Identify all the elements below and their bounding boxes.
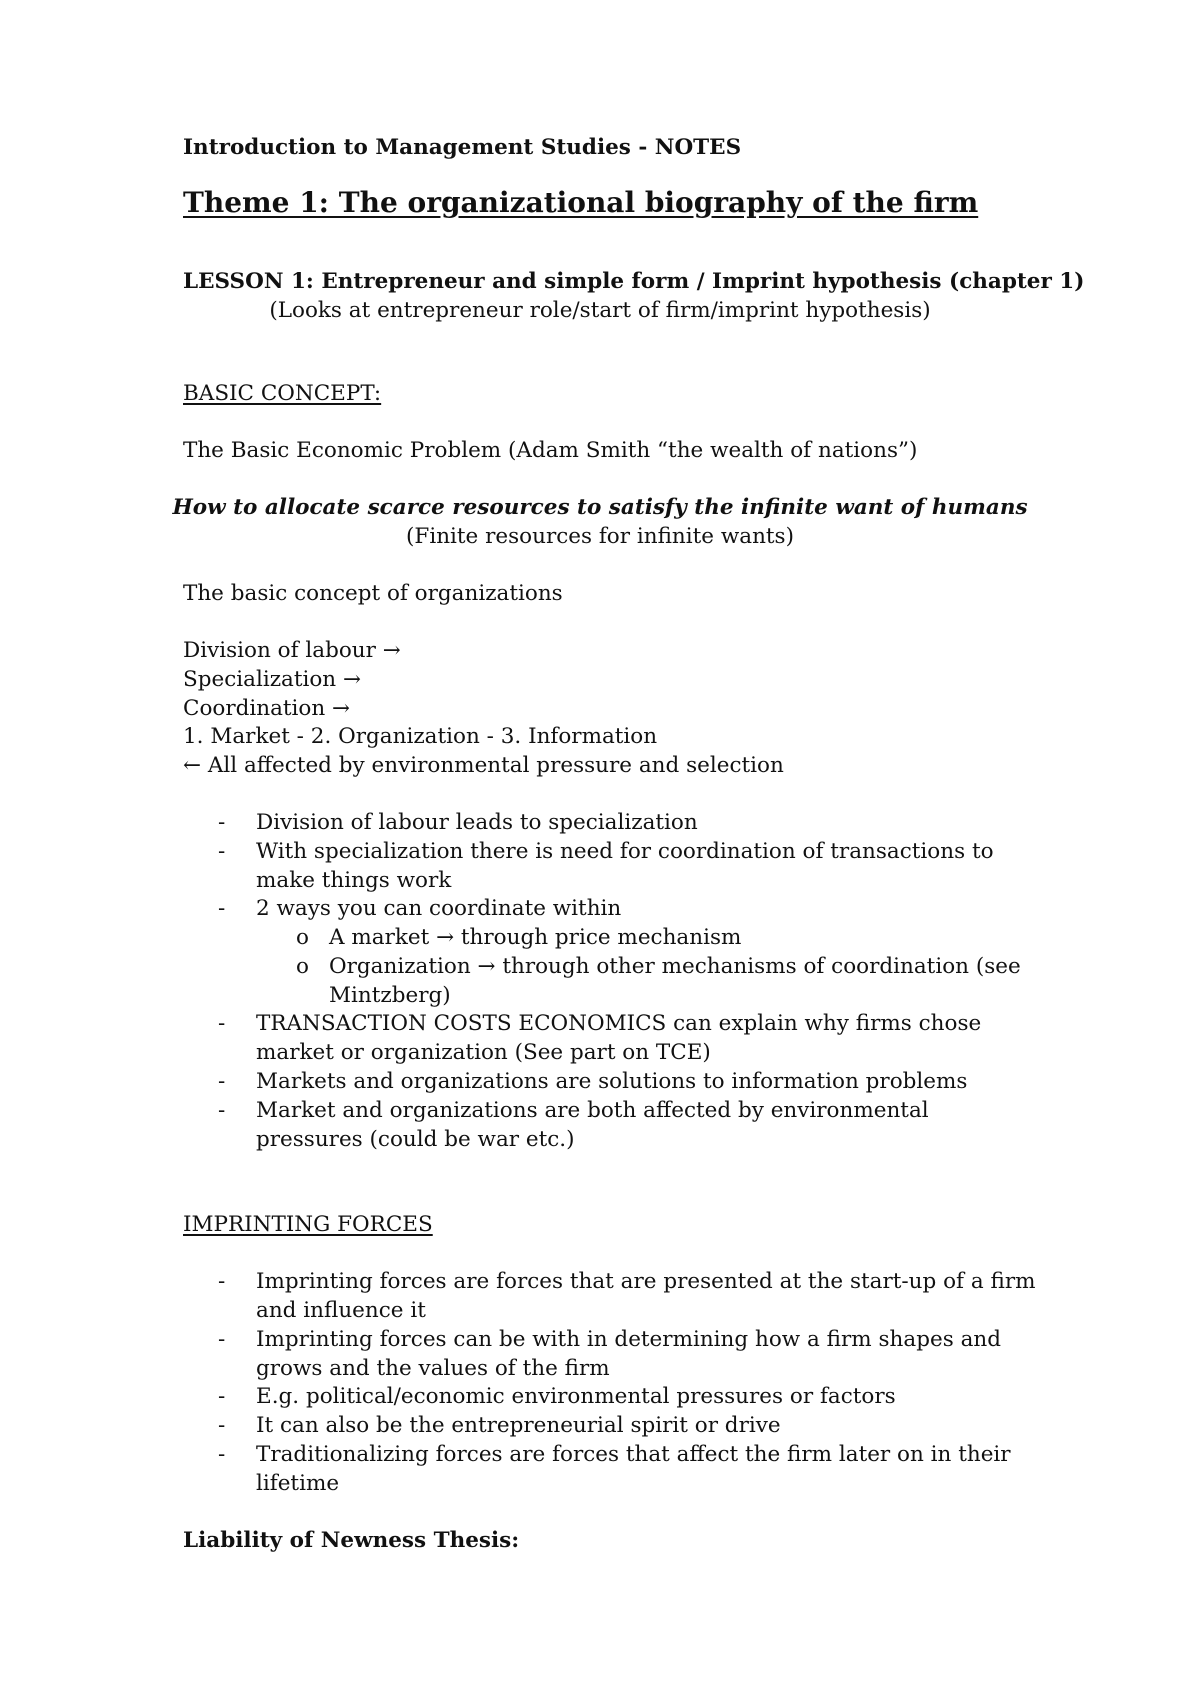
liability-heading: Liability of Newness Thesis:	[183, 1528, 520, 1553]
list-item: Traditionalizing forces are forces that affect the firm later on in their lifetime	[256, 1442, 1011, 1496]
dash-bullet: -	[218, 1384, 226, 1409]
dash-bullet: -	[218, 1327, 226, 1352]
dash-bullet: -	[218, 1413, 226, 1438]
basic-concept-heading: BASIC CONCEPT:	[183, 381, 382, 406]
key-question: How to allocate scarce resources to satisfy the infinite want of humans	[172, 495, 1028, 520]
sub-list-item: A market → through price mechanism	[329, 925, 742, 950]
theme-title: Theme 1: The organizational biography of the firm	[183, 186, 979, 219]
list-item: With specialization there is need for coordination of transactions to make things work	[256, 839, 994, 893]
list-item: Market and organizations are both affected by environmental pressures (could be war etc.)	[256, 1098, 929, 1152]
dash-bullet: -	[218, 1098, 226, 1123]
dash-bullet: -	[218, 839, 226, 864]
orgs-intro: The basic concept of organizations	[183, 581, 563, 606]
course-title: Introduction to Management Studies - NOTES	[183, 135, 742, 160]
key-note: (Finite resources for infinite wants)	[406, 524, 794, 549]
list-item: 2 ways you can coordinate within	[256, 896, 622, 921]
dash-bullet: -	[218, 1442, 226, 1467]
economic-problem: The Basic Economic Problem (Adam Smith “the wealth of nations”)	[183, 438, 918, 463]
list-item: Imprinting forces are forces that are presented at the start-up of a firm and influence it	[256, 1269, 1036, 1323]
lesson-title: LESSON 1: Entrepreneur and simple form / Imprint hypothesis (chapter 1)	[183, 269, 1085, 294]
chain-line: Specialization →	[183, 667, 362, 692]
list-item: E.g. political/economic environmental pressures or factors	[256, 1384, 896, 1409]
lesson-subtitle: (Looks at entrepreneur role/start of firm/imprint hypothesis)	[269, 298, 931, 323]
list-item: TRANSACTION COSTS ECONOMICS can explain why firms chose market or organization (See part on TCE)	[256, 1011, 982, 1065]
chain-line: 1. Market - 2. Organization - 3. Information	[183, 724, 658, 749]
list-item: Imprinting forces can be with in determining how a firm shapes and grows and the values of the firm	[256, 1327, 1001, 1381]
chain-line: ← All affected by environmental pressure and selection	[183, 753, 784, 778]
dash-bullet: -	[218, 1011, 226, 1036]
circle-bullet: o	[296, 925, 309, 950]
sub-list-item: Organization → through other mechanisms of coordination (see Mintzberg)	[329, 954, 1021, 1008]
dash-bullet: -	[218, 896, 226, 921]
imprinting-heading: IMPRINTING FORCES	[183, 1212, 433, 1237]
list-item: It can also be the entrepreneurial spirit or drive	[256, 1413, 781, 1438]
circle-bullet: o	[296, 954, 309, 979]
chain-line: Division of labour →	[183, 638, 401, 663]
chain-line: Coordination →	[183, 696, 351, 721]
dash-bullet: -	[218, 1069, 226, 1094]
list-item: Division of labour leads to specialization	[256, 810, 698, 835]
dash-bullet: -	[218, 810, 226, 835]
list-item: Markets and organizations are solutions to information problems	[256, 1069, 968, 1094]
dash-bullet: -	[218, 1269, 226, 1294]
